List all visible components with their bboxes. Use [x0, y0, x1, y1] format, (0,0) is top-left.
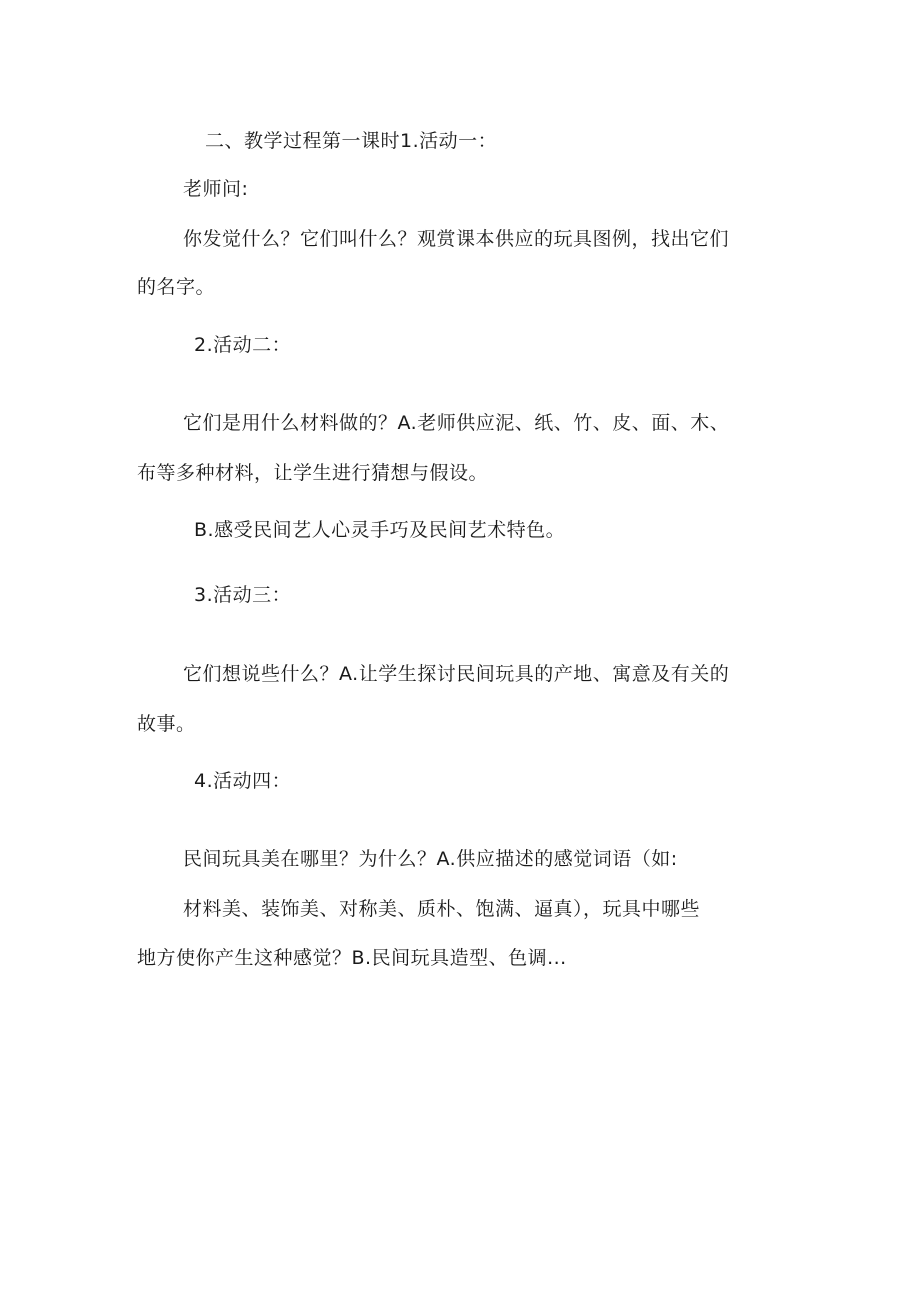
paragraph-line: 材料美、装饰美、对称美、质朴、饱满、逼真），玩具中哪些	[183, 898, 701, 920]
section-heading: 二、教学过程第一课时1.活动一：	[205, 130, 498, 152]
activity-heading: 4.活动四：	[194, 770, 292, 792]
paragraph-line: 布等多种材料，让学生进行猜想与假设。	[137, 462, 489, 484]
paragraph-line: 的名字。	[137, 276, 216, 298]
paragraph-line: 你发觉什么？它们叫什么？观赏课本供应的玩具图例，找出它们	[183, 228, 730, 250]
paragraph-line: B.感受民间艺人心灵手巧及民间艺术特色。	[194, 519, 566, 541]
activity-heading: 3.活动三：	[194, 584, 292, 606]
paragraph-line: 它们是用什么材料做的？A.老师供应泥、纸、竹、皮、面、木、	[183, 412, 730, 434]
paragraph-line: 地方使你产生这种感觉？B.民间玩具造型、色调...	[137, 947, 567, 969]
paragraph-line: 它们想说些什么？A.让学生探讨民间玩具的产地、寓意及有关的	[183, 663, 730, 685]
paragraph-line: 老师问:	[183, 178, 249, 200]
paragraph-line: 民间玩具美在哪里？为什么？A.供应描述的感觉词语（如:	[183, 848, 678, 870]
paragraph-line: 故事。	[137, 713, 196, 735]
activity-heading: 2.活动二：	[194, 334, 292, 356]
